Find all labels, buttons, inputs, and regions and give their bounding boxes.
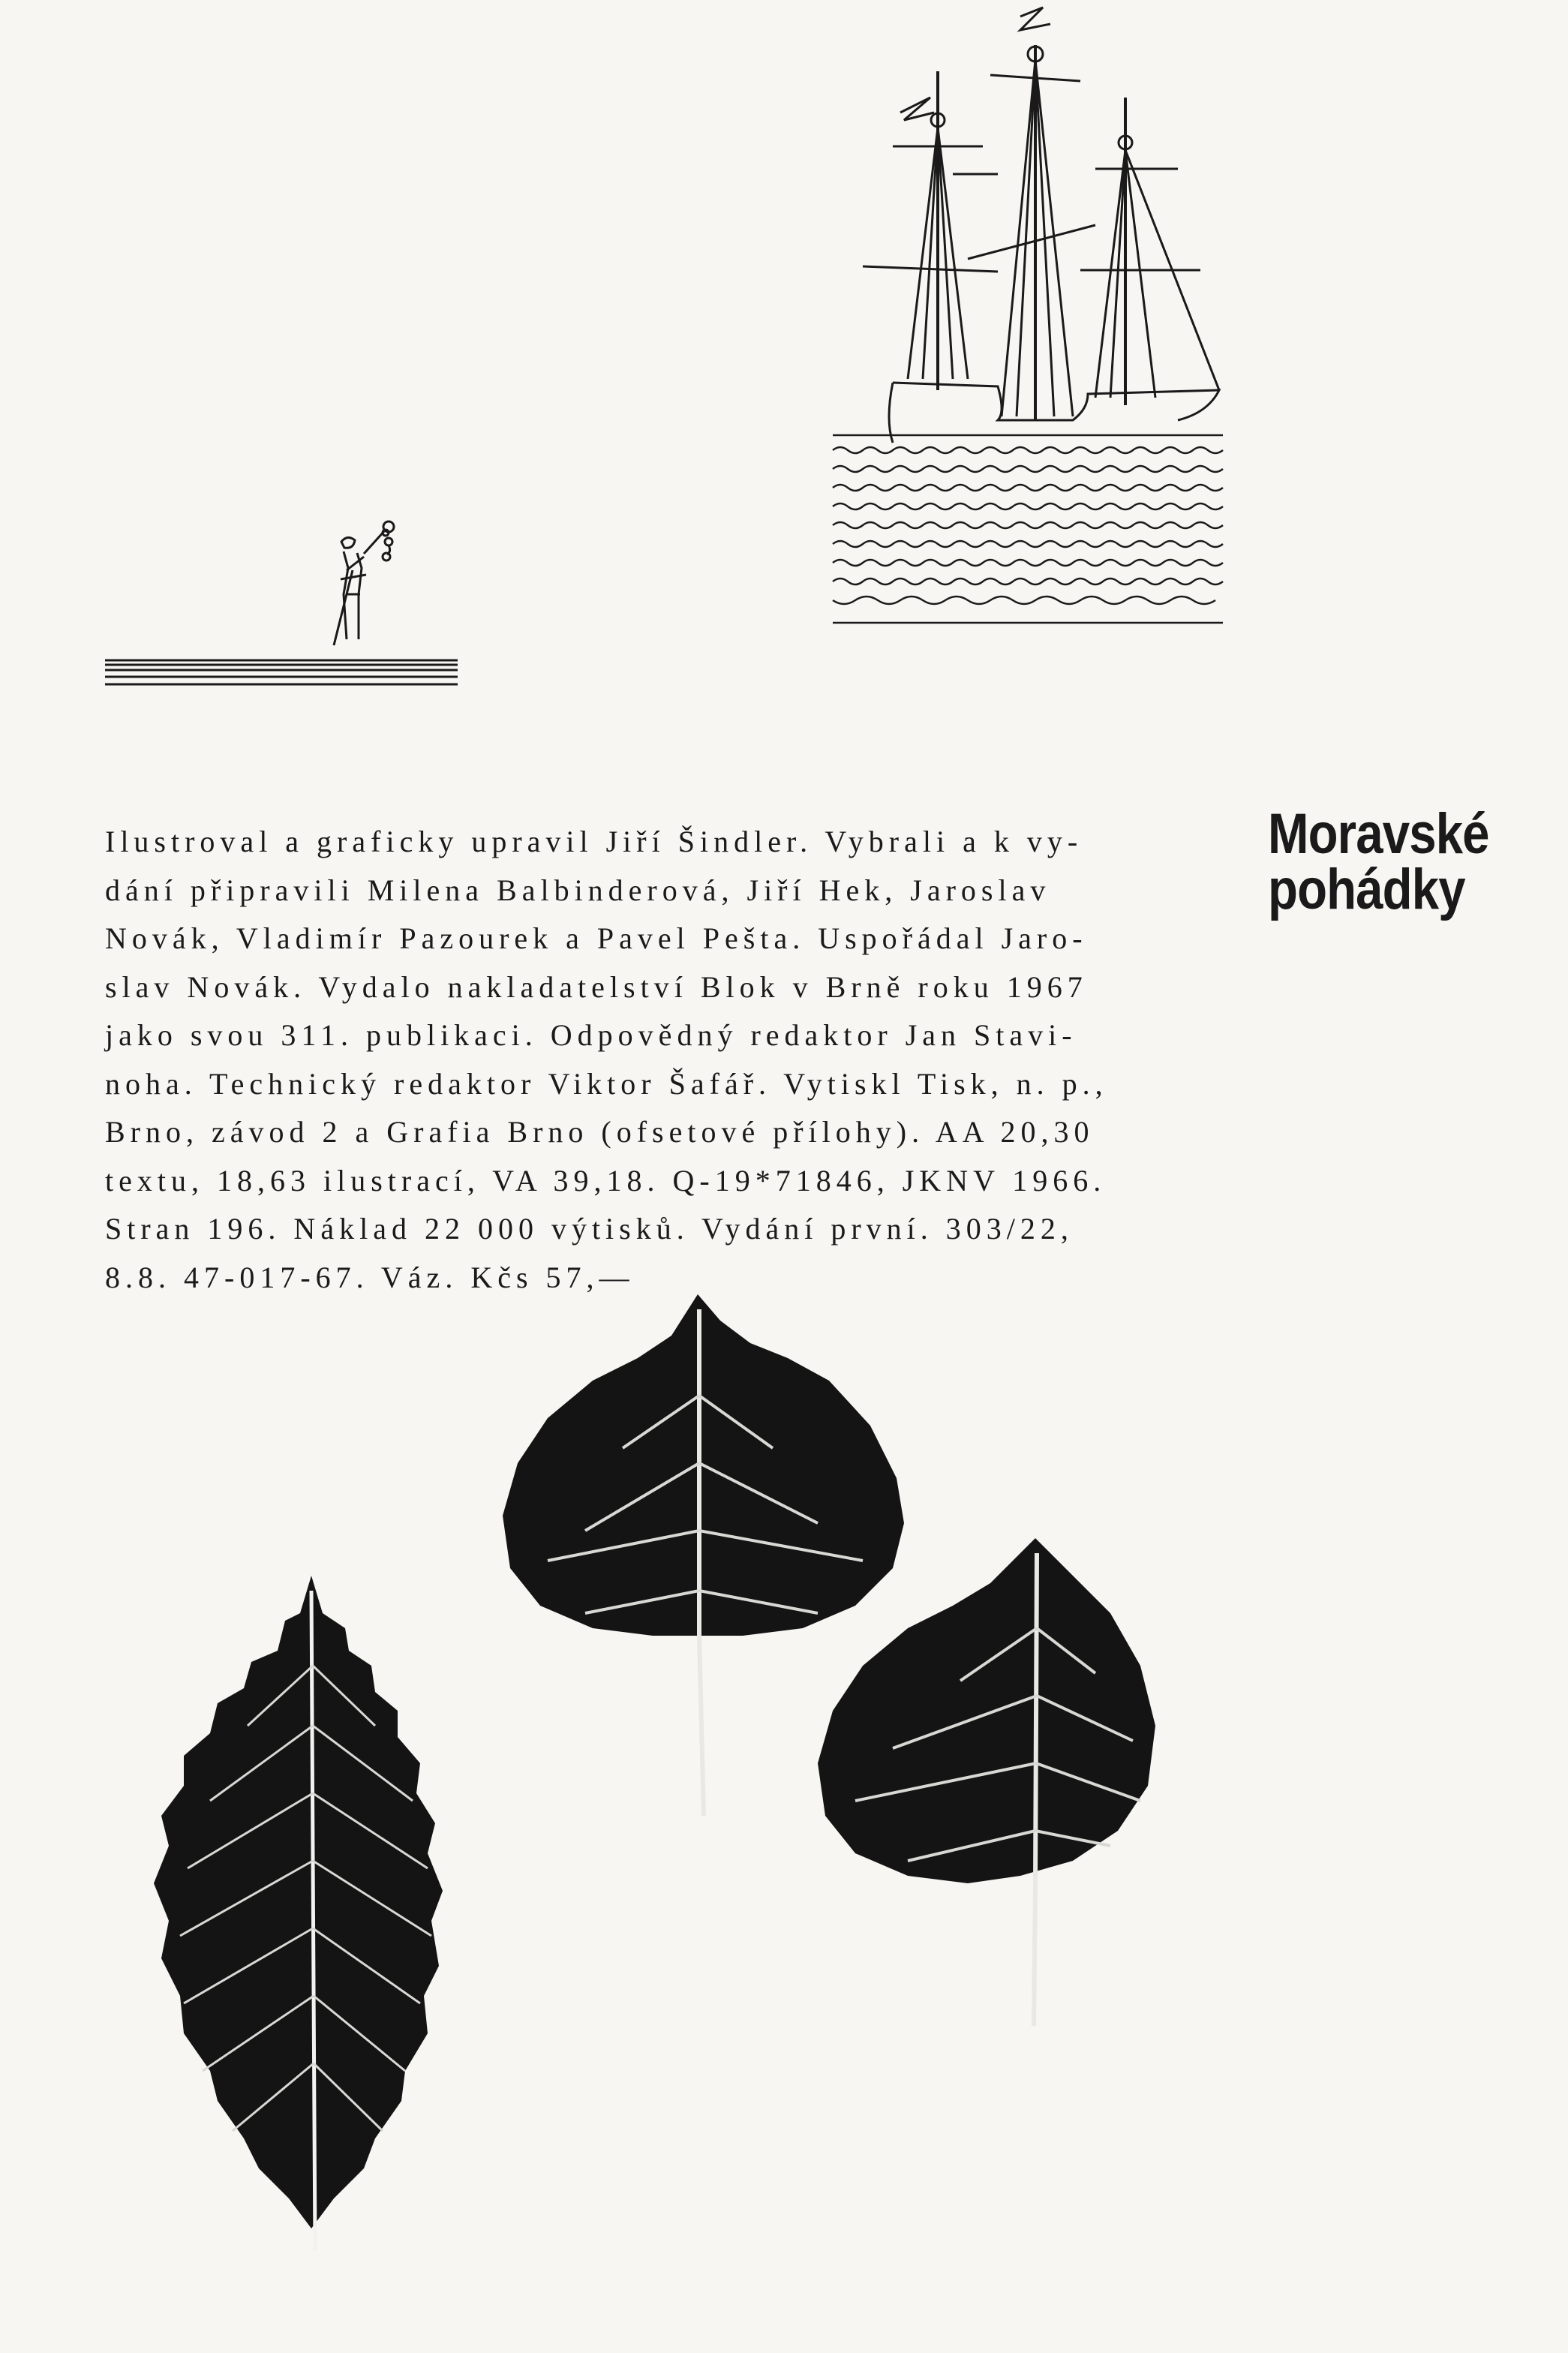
colophon-line: Novák, Vladimír Pazourek a Pavel Pešta. Uspořádal Jaro- [105,921,1088,955]
colophon-line: noha. Technický redaktor Viktor Šafář. Vytiskl Tisk, n. p., [105,1066,1108,1101]
book-title-line-2: pohádky [1268,858,1465,921]
colophon-line: Ilustroval a graficky upravil Jiří Šindler. Vybrali a k vy- [105,825,1083,858]
heart-leaf-lower [818,1538,1155,2026]
colophon-line: Brno, závod 2 a Grafia Brno (ofsetové přílohy). AA 20,30 [105,1115,1095,1149]
colophon-line: dání připravili Milena Balbinderová, Jiří Hek, Jaroslav [105,873,1051,907]
serrated-leaf [154,1576,443,2251]
colophon-line: slav Novák. Vydalo nakladatelství Blok v Brně roku 1967 [105,969,1088,1004]
book-title [1268,802,1513,921]
colophon-line: Stran 196. Náklad 22 000 výtisků. Vydání první. 303/22, [105,1212,1074,1246]
book-title-line-1: Moravské [1268,802,1489,866]
colophon-text [105,818,1230,1302]
leaf-prints-illustration [98,1276,1245,2326]
ship-illustration [818,0,1238,638]
colophon-line: 8.8. 47-017-67. Váz. Kčs 57,— [105,1260,635,1294]
colophon-line: textu, 18,63 ilustrací, VA 39,18. Q-19*71846, JKNV 1966. [105,1163,1107,1198]
colophon-line: jako svou 311. publikaci. Odpovědný redaktor Jan Stavi- [105,1018,1077,1052]
man-with-spyglass-illustration [105,510,473,698]
